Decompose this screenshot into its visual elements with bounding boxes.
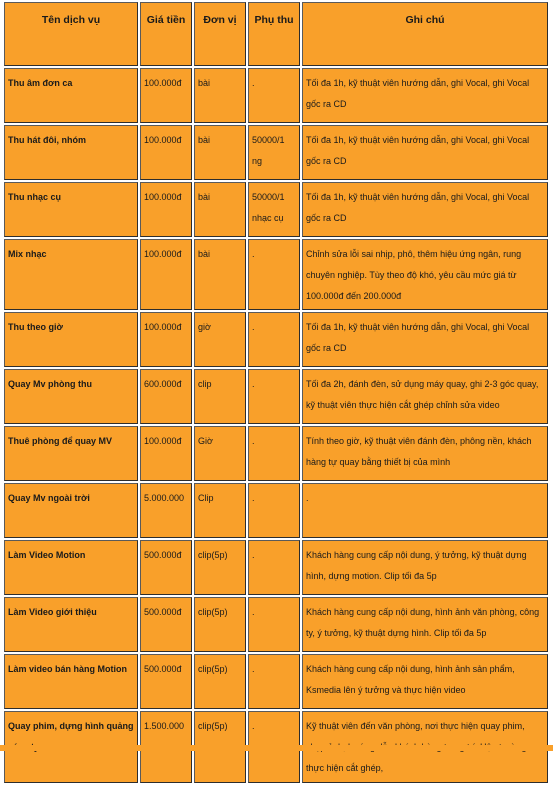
cell-note: Khách hàng cung cấp nội dung, hình ảnh văn phòng, công ty, ý tưởng, kỹ thuật dựng hình. Clip tối đa 5p (302, 597, 548, 652)
cell-unit: clip (194, 369, 246, 424)
cell-surcharge: . (248, 711, 300, 783)
cell-unit: bài (194, 68, 246, 123)
cell-unit: clip(5p) (194, 540, 246, 595)
cell-unit: bài (194, 239, 246, 310)
table-row (4, 654, 548, 709)
cell-surcharge: . (248, 369, 300, 424)
cell-unit: clip(5p) (194, 711, 246, 783)
cell-note: Khách hàng cung cấp nội dung, hình ảnh sản phẩm, Ksmedia lên ý tưởng và thực hiện video (302, 654, 548, 709)
cell-note: Tối đa 1h, kỹ thuật viên hướng dẫn, ghi Vocal, ghi Vocal gốc ra CD (302, 68, 548, 123)
cell-surcharge: 50000/1 ng (248, 125, 300, 180)
cell-surcharge: . (248, 68, 300, 123)
cell-note: . (302, 483, 548, 538)
cell-note: Kỹ thuật viên đến văn phòng, nơi thực hiện quay phim, thực hiện cắt ghép, (302, 711, 548, 783)
cell-surcharge: . (248, 483, 300, 538)
cell-note: Tối đa 1h, kỹ thuật viên hướng dẫn, ghi Vocal, ghi Vocal gốc ra CD (302, 312, 548, 367)
table-row (4, 483, 548, 538)
cell-price: 500.000đ (140, 654, 192, 709)
cell-service: Thu hát đôi, nhóm (4, 125, 138, 180)
table-row (4, 540, 548, 595)
cell-price: 100.000đ (140, 125, 192, 180)
cell-service: Thuê phòng để quay MV (4, 426, 138, 481)
cell-price: 100.000đ (140, 239, 192, 310)
cell-service: Làm Video Motion (4, 540, 138, 595)
cell-price: 100.000đ (140, 182, 192, 237)
cell-note: Tối đa 1h, kỹ thuật viên hướng dẫn, ghi Vocal, ghi Vocal gốc ra CD (302, 182, 548, 237)
cell-surcharge: 50000/1 nhạc cụ (248, 182, 300, 237)
cell-service: Quay phim, dựng hình quảng (4, 711, 138, 783)
cell-note: Tối đa 1h, kỹ thuật viên hướng dẫn, ghi Vocal, ghi Vocal gốc ra CD (302, 125, 548, 180)
table-header-row (4, 2, 548, 66)
cell-price: 500.000đ (140, 597, 192, 652)
table-continuation-strip (0, 745, 553, 751)
cell-service: Thu âm đơn ca (4, 68, 138, 123)
cell-note: Tối đa 2h, đánh đèn, sử dụng máy quay, ghi 2-3 góc quay, kỹ thuật viên thực hiện cắt ghép chỉnh sửa video (302, 369, 548, 424)
cell-surcharge: . (248, 426, 300, 481)
cell-surcharge: . (248, 540, 300, 595)
cell-service: Mix nhạc (4, 239, 138, 310)
cell-service: Làm video bán hàng Motion (4, 654, 138, 709)
cell-service: Làm Video giới thiệu (4, 597, 138, 652)
cell-price: 500.000đ (140, 540, 192, 595)
cell-price: 600.000đ (140, 369, 192, 424)
table-row (4, 68, 548, 123)
header-surcharge: Phụ thu (248, 2, 300, 66)
table-row (4, 239, 548, 310)
cell-unit: clip(5p) (194, 654, 246, 709)
cell-price: 5.000.000 (140, 483, 192, 538)
cell-unit: giờ (194, 312, 246, 367)
cell-unit: Clip (194, 483, 246, 538)
table-row (4, 597, 548, 652)
table-row (4, 182, 548, 237)
header-price: Giá tiền (140, 2, 192, 66)
table-row (4, 312, 548, 367)
cell-unit: bài (194, 125, 246, 180)
cell-unit: clip(5p) (194, 597, 246, 652)
cell-service: Quay Mv phòng thu (4, 369, 138, 424)
cell-service: Thu nhạc cụ (4, 182, 138, 237)
table-row (4, 369, 548, 424)
cell-surcharge: . (248, 654, 300, 709)
service-price-table (2, 0, 550, 785)
header-unit: Đơn vị (194, 2, 246, 66)
table-row (4, 125, 548, 180)
cell-note: Chỉnh sửa lỗi sai nhịp, phô, thêm hiệu ứng ngân, rung chuyên nghiệp. Tùy theo độ khó, yêu cầu mức giá từ 100.000đ đến 200.000đ (302, 239, 548, 310)
cell-note: Khách hàng cung cấp nội dung, ý tưởng, kỹ thuật dựng hình, dựng motion. Clip tối đa 5p (302, 540, 548, 595)
cell-surcharge: . (248, 597, 300, 652)
cell-service: Thu theo giờ (4, 312, 138, 367)
cell-price: 1.500.000 (140, 711, 192, 783)
cell-surcharge: . (248, 312, 300, 367)
table-row (4, 426, 548, 481)
cell-service: Quay Mv ngoài trời (4, 483, 138, 538)
cell-unit: Giờ (194, 426, 246, 481)
cell-price: 100.000đ (140, 312, 192, 367)
cell-unit: bài (194, 182, 246, 237)
cell-note: Tính theo giờ, kỹ thuật viên đánh đèn, phông nền, khách hàng tự quay bằng thiết bị của mình (302, 426, 548, 481)
header-service: Tên dịch vụ (4, 2, 138, 66)
cell-surcharge: . (248, 239, 300, 310)
cell-price: 100.000đ (140, 426, 192, 481)
cell-price: 100.000đ (140, 68, 192, 123)
header-note: Ghi chú (302, 2, 548, 66)
